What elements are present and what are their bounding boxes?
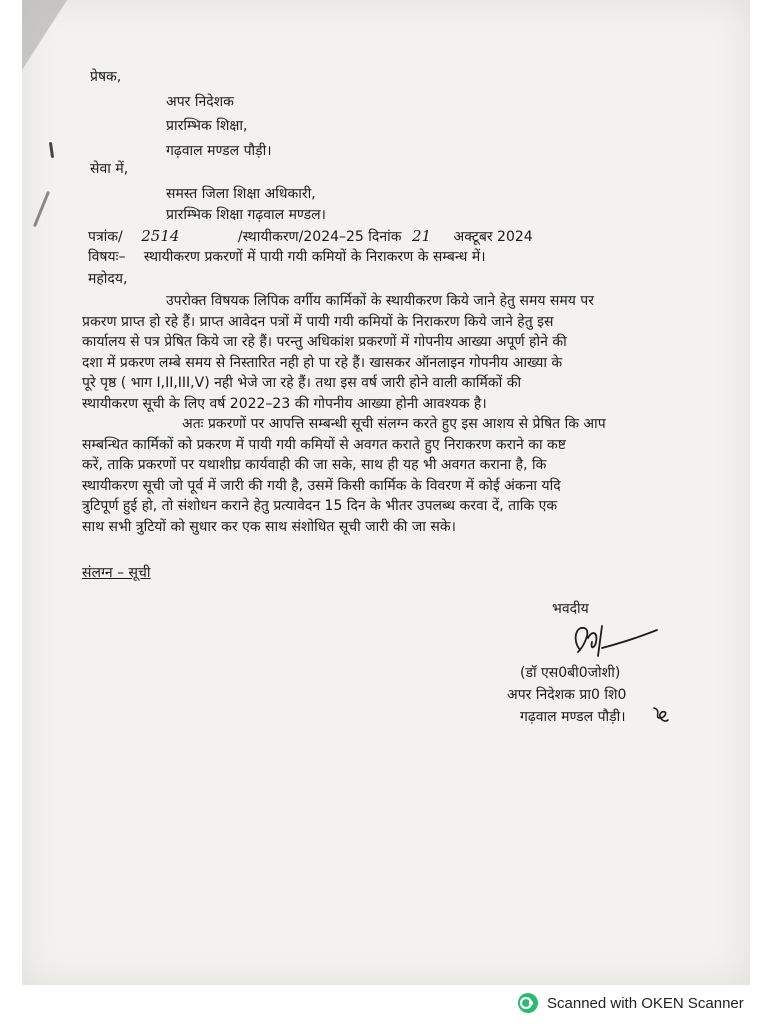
to-line: समस्त जिला शिक्षा अधिकारी, (166, 186, 316, 202)
ref-day: 21 (411, 227, 432, 245)
paragraph-line: दशा में प्रकरण लम्बे समय से निस्तारित नही हो पा रहे हैं। खासकर ऑनलाइन गोपनीय आख्या के (82, 354, 563, 371)
signer-name: (डॉ एस0बी0जोशी) (520, 665, 621, 681)
paragraph-line: साथ सभी त्रुटियों को सुधार कर एक साथ संशोधित सूची जारी की जा सके। (82, 518, 456, 535)
signer-office: गढ़वाल मण्डल पौड़ी। (520, 709, 626, 725)
enclosure-label: संलग्न – सूची (82, 565, 151, 581)
pen-mark (33, 191, 50, 227)
to-line: प्रारम्भिक शिक्षा गढ़वाल मण्डल। (166, 207, 326, 223)
reference-line (88, 227, 533, 246)
pen-mark (49, 142, 54, 158)
closing: भवदीय (552, 601, 589, 617)
ref-number: 2514 (141, 227, 180, 245)
signer-title: अपर निदेशक प्रा0 शि0 (507, 687, 627, 703)
ref-text: /स्थायीकरण/2024–25 दिनांक (237, 229, 402, 245)
subject-text: स्थायीकरण प्रकरणों में पायी गयी कमियों के निराकरण के सम्बन्ध में। (143, 249, 486, 265)
paragraph-line: करें, ताकि प्रकरणों पर यथाशीघ्र कार्यवाही की जा सके, साथ ही यह भी अवगत कराना है, कि (82, 457, 547, 473)
sender-line: अपर निदेशक (166, 94, 234, 110)
scanner-watermark (517, 990, 744, 1016)
ref-date-rest: अक्टूबर 2024 (453, 229, 533, 245)
paragraph-line: कार्यालय से पत्र प्रेषित किये जा रहे हैं। परन्तु अधिकांश प्रकरणों में गोपनीय आख्या अपूर्ण होने की (82, 334, 567, 350)
subject-label: विषयः– (88, 249, 126, 265)
paragraph-line: स्थायीकरण सूची के लिए वर्ष 2022–23 की गोपनीय आख्या होनी आवश्यक है। (82, 395, 487, 412)
sender-line: गढ़वाल मण्डल पौड़ी। (166, 143, 272, 159)
initial-mark (650, 704, 672, 726)
paragraph-line: पूरे पृष्ठ ( भाग I,II,III,V) नही भेजे जा रहे हैं। तथा इस वर्ष जारी होने वाली कार्मिकों की (82, 375, 522, 391)
paragraph-line: उपरोक्त विषयक लिपिक वर्गीय कार्मिकों के स्थायीकरण किये जाने हेतु समय समय पर (166, 293, 594, 309)
letter-page (22, 0, 750, 985)
paragraph-line: सम्बन्धित कार्मिकों को प्रकरण में पायी गयी कमियों से अवगत कराते हुए निराकरण कराने का कष्ट (82, 436, 566, 453)
oken-logo-icon (517, 992, 539, 1014)
paragraph-line: अतः प्रकरणों पर आपत्ति सम्बन्धी सूची संलग्न करते हुए इस आशय से प्रेषित कि आप (182, 416, 606, 432)
paragraph-1 (82, 291, 722, 414)
paragraph-2 (82, 414, 722, 537)
folded-corner (22, 0, 67, 70)
subject-line (88, 248, 486, 266)
salutation: महोदय, (88, 271, 128, 287)
to-label: सेवा में, (90, 161, 129, 177)
paragraph-line: प्रकरण प्राप्त हो रहे हैं। प्राप्त आवेदन पत्रों में पायी गयी कमियों के निराकरण किये जाने हेतु इस (82, 313, 554, 330)
scanner-text: Scanned with OKEN Scanner (547, 994, 744, 1012)
handwritten-signature (562, 620, 662, 660)
paragraph-line: त्रुटिपूर्ण हुई हो, तो संशोधन कराने हेतु प्रत्यावेदन 15 दिन के भीतर उपलब्ध करवा दें, ताकि एक (82, 498, 558, 514)
ref-label: पत्रांक/ (88, 229, 123, 245)
sender-line: प्रारम्भिक शिक्षा, (166, 118, 248, 134)
paragraph-line: स्थायीकरण सूची जो पूर्व में जारी की गयी है, उसमें किसी कार्मिक के विवरण में कोई अंकना यदि (82, 477, 561, 494)
sender-label: प्रेषक, (90, 69, 122, 85)
